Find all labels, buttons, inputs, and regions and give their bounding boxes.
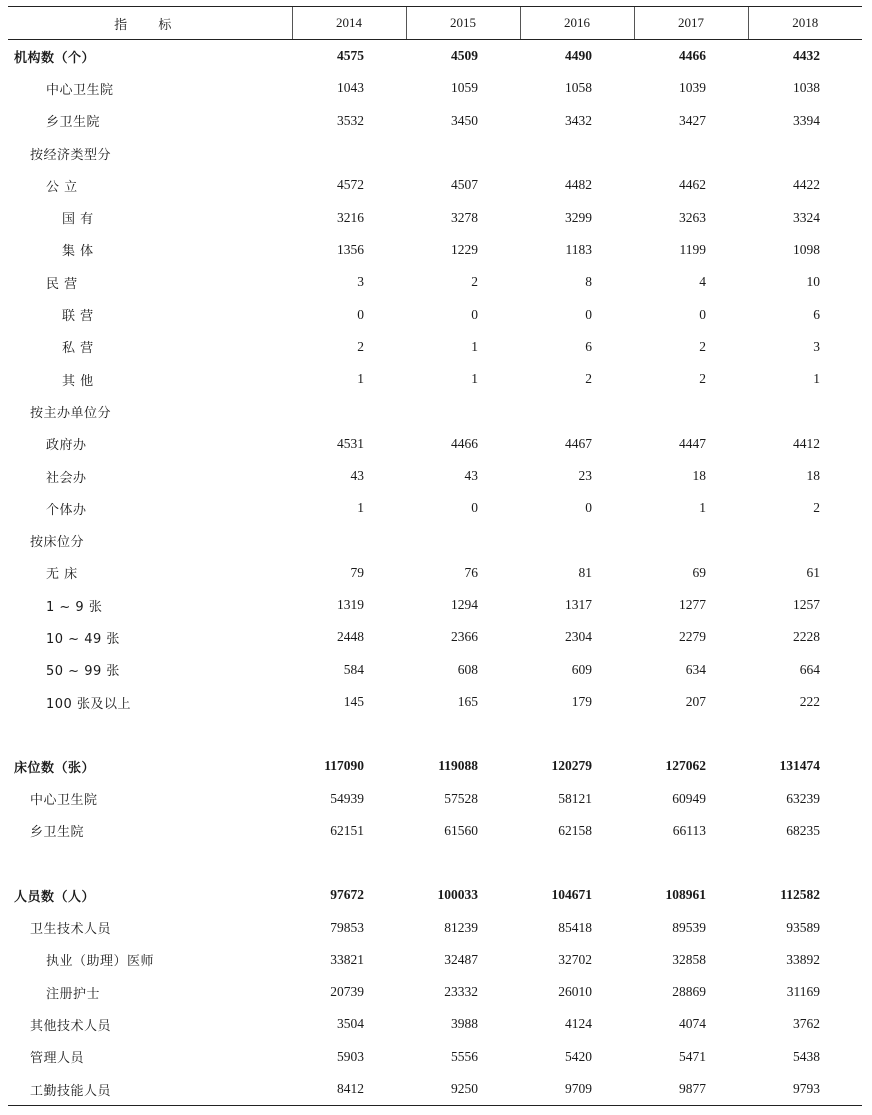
value-cell: 3532 (337, 112, 364, 128)
spacer-row (8, 847, 862, 879)
value-cell: 20739 (330, 984, 364, 1000)
value-cell: 3324 (793, 209, 820, 225)
value-cell: 1039 (679, 80, 706, 96)
table-row (8, 331, 862, 363)
value-cell: 1 (357, 371, 364, 387)
row-label: 无 床 (46, 567, 78, 583)
row-label: 其他技术人员 (30, 1018, 112, 1034)
table-row (8, 750, 862, 782)
table-row (8, 589, 862, 621)
row-label: 按主办单位分 (30, 405, 112, 421)
table-row (8, 234, 862, 266)
value-cell: 1317 (565, 597, 592, 613)
value-cell (406, 137, 520, 169)
table-row (8, 976, 862, 1008)
value-cell: 0 (471, 306, 478, 322)
value-cell: 63239 (786, 790, 820, 806)
value-cell: 5471 (679, 1048, 706, 1064)
row-label: 中心卫生院 (30, 793, 98, 809)
value-cell: 222 (799, 694, 820, 710)
year-header: 2016 (520, 7, 634, 40)
value-cell: 33892 (786, 951, 820, 967)
value-cell: 4466 (679, 48, 706, 64)
value-cell: 3278 (451, 209, 478, 225)
value-cell: 4074 (679, 1016, 706, 1032)
value-cell: 28869 (672, 984, 706, 1000)
value-cell: 120279 (551, 758, 592, 774)
value-cell: 584 (343, 661, 364, 677)
value-cell: 5420 (565, 1048, 592, 1064)
value-cell: 1 (471, 371, 478, 387)
spacer-cell (8, 847, 862, 879)
table-row (8, 783, 862, 815)
value-cell: 23332 (444, 984, 478, 1000)
value-cell: 2448 (337, 629, 364, 645)
value-cell: 8 (585, 274, 592, 290)
value-cell: 9709 (520, 1073, 634, 1106)
value-cell: 3263 (679, 209, 706, 225)
value-cell: 1043 (337, 80, 364, 96)
value-cell: 1294 (451, 597, 478, 613)
value-cell: 0 (357, 306, 364, 322)
spacer-cell (8, 718, 862, 750)
value-cell: 68235 (786, 822, 820, 838)
value-cell: 4467 (565, 435, 592, 451)
value-cell: 207 (685, 694, 706, 710)
table-row (8, 266, 862, 298)
value-cell: 117090 (324, 758, 364, 774)
value-cell: 4412 (793, 435, 820, 451)
value-cell (748, 137, 862, 169)
table-row (8, 201, 862, 233)
value-cell: 3432 (565, 112, 592, 128)
value-cell: 5556 (451, 1048, 478, 1064)
value-cell: 112582 (780, 887, 820, 903)
value-cell: 3427 (679, 112, 706, 128)
value-cell: 0 (699, 306, 706, 322)
value-cell: 32858 (672, 951, 706, 967)
value-cell: 4466 (451, 435, 478, 451)
value-cell: 54939 (330, 790, 364, 806)
row-label: 执业（助理）医师 (46, 954, 155, 970)
row-label: 社会办 (46, 470, 87, 486)
value-cell: 4432 (793, 48, 820, 64)
value-cell: 97672 (330, 887, 364, 903)
value-cell: 32487 (444, 951, 478, 967)
value-cell: 4447 (679, 435, 706, 451)
row-label: 1 ~ 9 张 (46, 599, 103, 615)
value-cell: 4509 (451, 48, 478, 64)
value-cell (634, 137, 748, 169)
value-cell: 1319 (337, 597, 364, 613)
value-cell: 131474 (779, 758, 820, 774)
value-cell (292, 137, 406, 169)
value-cell: 58121 (558, 790, 592, 806)
row-label: 按经济类型分 (30, 147, 112, 163)
table-row (8, 524, 862, 556)
value-cell: 119088 (438, 758, 478, 774)
row-label: 集 体 (62, 244, 94, 260)
value-cell: 1277 (679, 597, 706, 613)
value-cell: 179 (571, 694, 592, 710)
table-row (8, 137, 862, 169)
value-cell (520, 524, 634, 556)
row-label: 联 营 (62, 309, 94, 325)
value-cell: 60949 (672, 790, 706, 806)
value-cell: 0 (585, 500, 592, 516)
row-label: 50 ~ 99 张 (46, 664, 120, 680)
row-label: 10 ~ 49 张 (46, 631, 120, 647)
value-cell: 3988 (451, 1016, 478, 1032)
value-cell: 0 (471, 500, 478, 516)
value-cell (634, 395, 748, 427)
value-cell: 23 (578, 468, 592, 483)
value-cell: 8412 (292, 1073, 406, 1106)
value-cell: 664 (799, 661, 820, 677)
table-row (8, 1008, 862, 1040)
value-cell: 108961 (665, 887, 706, 903)
value-cell: 18 (806, 468, 820, 483)
table-row (8, 944, 862, 976)
value-cell: 127062 (665, 758, 706, 774)
table-row (8, 105, 862, 137)
value-cell: 4575 (337, 48, 364, 64)
value-cell: 634 (685, 661, 706, 677)
value-cell: 3216 (337, 209, 364, 225)
value-cell: 1 (699, 500, 706, 516)
value-cell: 2366 (451, 629, 478, 645)
value-cell (748, 395, 862, 427)
year-header: 2017 (634, 7, 748, 40)
value-cell: 100033 (437, 887, 478, 903)
row-label: 乡卫生院 (30, 825, 85, 841)
value-cell: 1 (357, 500, 364, 516)
table-row (8, 557, 862, 589)
table-header-row (8, 7, 862, 40)
value-cell: 93589 (786, 919, 820, 935)
value-cell: 4572 (337, 177, 364, 193)
value-cell: 5438 (793, 1048, 820, 1064)
value-cell: 3 (813, 338, 820, 354)
value-cell: 43 (464, 468, 478, 483)
value-cell: 61560 (444, 822, 478, 838)
value-cell: 2228 (793, 629, 820, 645)
table-row (8, 621, 862, 653)
value-cell: 145 (343, 694, 364, 710)
row-label: 乡卫生院 (46, 115, 101, 131)
indicator-header: 指 标 (8, 7, 292, 40)
value-cell: 2 (699, 371, 706, 387)
value-cell: 85418 (558, 919, 592, 935)
value-cell (634, 524, 748, 556)
table-row (8, 492, 862, 524)
value-cell: 76 (464, 564, 478, 580)
table-row (8, 169, 862, 201)
value-cell: 2 (357, 338, 364, 354)
value-cell: 89539 (672, 919, 706, 935)
value-cell: 4507 (451, 177, 478, 193)
value-cell: 4490 (565, 48, 592, 64)
value-cell: 4 (699, 274, 706, 290)
value-cell: 104671 (551, 887, 592, 903)
table-row (8, 879, 862, 911)
value-cell: 57528 (444, 790, 478, 806)
value-cell (520, 137, 634, 169)
row-label: 卫生技术人员 (30, 922, 112, 938)
value-cell: 1 (471, 338, 478, 354)
value-cell: 2304 (565, 629, 592, 645)
row-label: 工勤技能人员 (8, 1073, 292, 1106)
row-label: 管理人员 (30, 1051, 85, 1067)
row-label: 公 立 (46, 179, 78, 195)
value-cell: 32702 (558, 951, 592, 967)
value-cell: 62151 (330, 822, 364, 838)
value-cell (406, 395, 520, 427)
value-cell: 1356 (337, 241, 364, 257)
row-label: 其 他 (62, 373, 94, 389)
value-cell: 10 (806, 274, 820, 290)
value-cell: 1 (813, 371, 820, 387)
table-row (8, 686, 862, 718)
value-cell: 4462 (679, 177, 706, 193)
value-cell: 3504 (337, 1016, 364, 1032)
value-cell: 43 (350, 468, 364, 483)
value-cell: 609 (571, 661, 592, 677)
value-cell: 1257 (793, 597, 820, 613)
table-row (8, 815, 862, 847)
value-cell: 1058 (565, 80, 592, 96)
table-row (8, 654, 862, 686)
value-cell: 9877 (634, 1073, 748, 1106)
value-cell (292, 524, 406, 556)
table-row (8, 460, 862, 492)
value-cell: 6 (585, 338, 592, 354)
value-cell (748, 524, 862, 556)
township-health-center-table (8, 6, 862, 1106)
value-cell: 26010 (558, 984, 592, 1000)
row-label: 100 张及以上 (46, 696, 131, 712)
value-cell: 3450 (451, 112, 478, 128)
value-cell: 61 (806, 564, 820, 580)
value-cell: 3394 (793, 112, 820, 128)
value-cell: 2 (813, 500, 820, 516)
value-cell: 81 (578, 564, 592, 580)
row-label: 个体办 (46, 502, 87, 518)
row-label: 私 营 (62, 341, 94, 357)
value-cell: 6 (813, 306, 820, 322)
value-cell: 31169 (786, 984, 820, 1000)
value-cell: 3 (357, 274, 364, 290)
value-cell: 0 (585, 306, 592, 322)
year-header: 2015 (406, 7, 520, 40)
value-cell: 33821 (330, 951, 364, 967)
value-cell: 1183 (565, 241, 592, 257)
row-label: 政府办 (46, 438, 87, 454)
value-cell: 1229 (451, 241, 478, 257)
value-cell: 1038 (793, 80, 820, 96)
value-cell: 2279 (679, 629, 706, 645)
value-cell: 4422 (793, 177, 820, 193)
table-row (8, 72, 862, 104)
value-cell: 1199 (679, 241, 706, 257)
table-row (8, 40, 862, 73)
row-label: 按床位分 (30, 535, 85, 551)
value-cell: 4531 (337, 435, 364, 451)
table-row (8, 1041, 862, 1073)
value-cell: 2 (471, 274, 478, 290)
value-cell: 5903 (337, 1048, 364, 1064)
value-cell: 79853 (330, 919, 364, 935)
value-cell: 69 (692, 564, 706, 580)
row-label: 机构数（个） (14, 50, 96, 66)
value-cell: 2 (699, 338, 706, 354)
table-row (8, 1073, 862, 1106)
value-cell: 66113 (672, 822, 706, 838)
value-cell: 4482 (565, 177, 592, 193)
row-label: 床位数（张） (14, 760, 96, 776)
table-row (8, 298, 862, 330)
table-row (8, 911, 862, 943)
value-cell: 608 (457, 661, 478, 677)
value-cell: 81239 (444, 919, 478, 935)
value-cell: 79 (350, 564, 364, 580)
year-header: 2014 (292, 7, 406, 40)
value-cell: 3299 (565, 209, 592, 225)
value-cell: 9250 (406, 1073, 520, 1106)
value-cell: 165 (457, 694, 478, 710)
year-header: 2018 (748, 7, 862, 40)
value-cell: 2 (585, 371, 592, 387)
table-row (8, 363, 862, 395)
value-cell: 3762 (793, 1016, 820, 1032)
row-label: 国 有 (62, 212, 94, 228)
row-label: 中心卫生院 (46, 82, 114, 98)
row-label: 注册护士 (46, 986, 101, 1002)
value-cell (292, 395, 406, 427)
value-cell: 1059 (451, 80, 478, 96)
value-cell: 18 (692, 468, 706, 483)
row-label: 人员数（人） (14, 889, 96, 905)
value-cell: 4124 (565, 1016, 592, 1032)
value-cell (520, 395, 634, 427)
spacer-row (8, 718, 862, 750)
value-cell: 1098 (793, 241, 820, 257)
table-row (8, 428, 862, 460)
value-cell: 9793 (748, 1073, 862, 1106)
value-cell: 62158 (558, 822, 592, 838)
row-label: 民 营 (46, 276, 78, 292)
value-cell (406, 524, 520, 556)
table-row (8, 395, 862, 427)
